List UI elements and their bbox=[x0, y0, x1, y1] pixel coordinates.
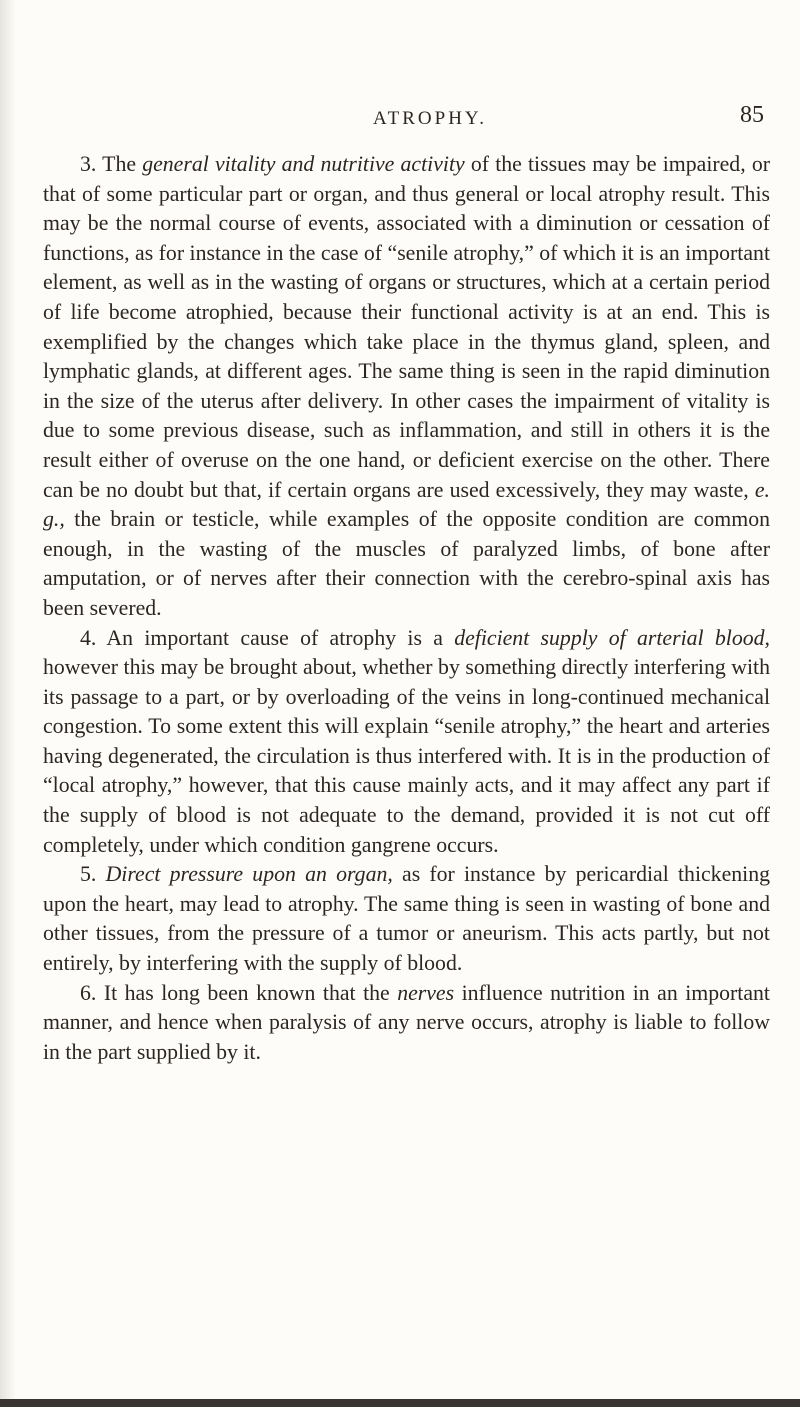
paragraph-3-text: of the tissues may be impaired, or that of some particular part or organ, and thus general or local atrophy result. This may be the normal course of events, associated with a diminution or cessation of functions, as for instance in the case of “senile atrophy,” of which it is an important element, as well as in the wasting of organs or structures, which at a certain period of life become atrophied, because their functional activity is at an end. This is exemplified by the changes which take place in the thymus gland, spleen, and lymphatic glands, at different ages. The same thing is seen in the rapid diminution in the size of the uterus after delivery. In other cases the impairment of vitality is due to some previous disease, such as inflammation, and still in others it is the result either of overuse on the one hand, or deficient exercise on the other. There can be no doubt but that, if certain organs are used excessively, they may waste, bbox=[43, 152, 770, 502]
paragraph-4-lead: 4. An important cause of atrophy is a bbox=[80, 625, 455, 650]
page-bottom-edge bbox=[0, 1399, 800, 1407]
running-title: ATROPHY. bbox=[373, 108, 487, 129]
page-number: 85 bbox=[740, 102, 764, 128]
paragraph-4-text: however this may be brought about, whether by something directly interfering with its passage to a part, or by overloading of the veins in long-continued mechanical congestion. To some extent this will explain “senile atrophy,” the heart and arteries having degenerated, the circulation is thus interfered with. It is in the production of “local atrophy,” however, that this cause mainly acts, and it may affect any part if the supply of blood is not adequate to the demand, provided it is not cut off completely, under which condition gangrene occurs. bbox=[43, 655, 770, 857]
running-header bbox=[96, 96, 764, 136]
paragraph-5-lead: 5. bbox=[80, 862, 106, 887]
paragraph-5-emphasis: Direct pressure upon an organ, bbox=[105, 862, 393, 887]
paragraph-6-text: influence nutrition in an important manner, and hence when paralysis of any nerve occurs, atrophy is liable to follow in the part supplied by it. bbox=[43, 980, 770, 1064]
paragraph-5-text: as for instance by pericardial thickening upon the heart, may lead to atrophy. The same thing is seen in wasting of bone and other tissues, from the pressure of a tumor or aneurism. This acts partly, but not entirely, by interfering with the supply of blood. bbox=[43, 862, 770, 976]
paragraph-3-lead: 3. The bbox=[80, 152, 143, 176]
paragraph-5 bbox=[43, 860, 770, 978]
paragraph-6-emphasis: nerves bbox=[397, 980, 455, 1005]
paragraph-3-emphasis: general vitality and nutritive activity bbox=[142, 152, 465, 176]
paragraph-3-emphasis-eg: e. g., bbox=[43, 477, 770, 532]
paragraph-4 bbox=[43, 624, 770, 861]
paragraph-6 bbox=[43, 979, 770, 1068]
paragraph-3-text-end: the brain or testicle, while examples of the opposite condition are common enough, in the wasting of the muscles of paralyzed limbs, of bone after amputation, or of nerves after their connection with the cerebro-spinal axis has been severed. bbox=[43, 507, 770, 620]
body-text bbox=[43, 150, 770, 1067]
paragraph-3 bbox=[43, 150, 770, 624]
paragraph-6-lead: 6. It has long been known that the bbox=[80, 980, 398, 1005]
paragraph-4-emphasis: deficient supply of arterial blood, bbox=[454, 625, 770, 650]
page-binding-shadow bbox=[0, 0, 16, 1407]
